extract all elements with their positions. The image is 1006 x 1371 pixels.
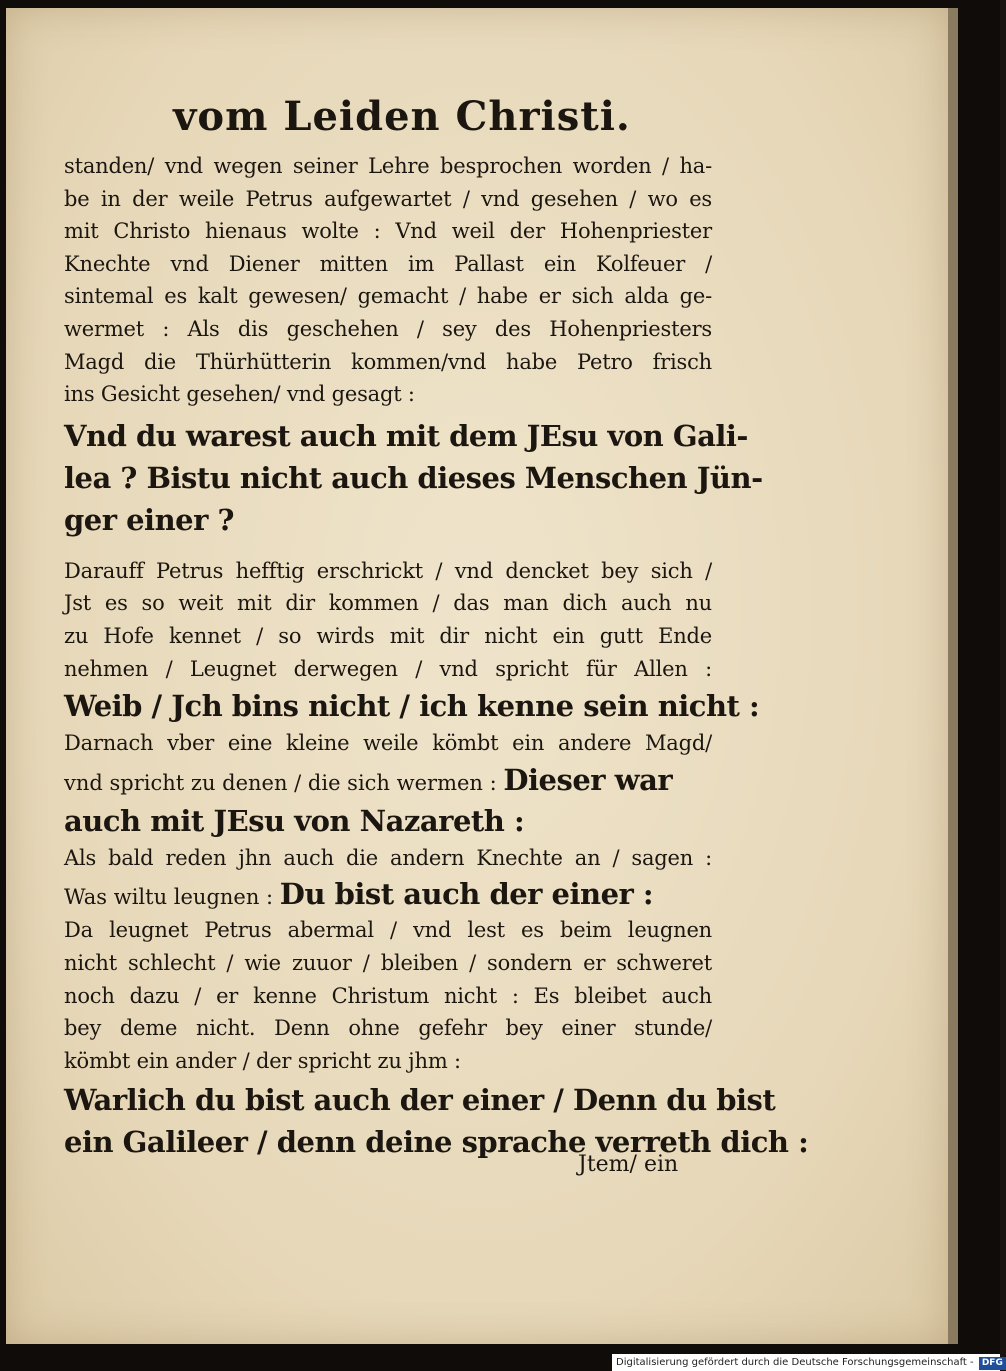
text-line: standen/ vnd wegen seiner Lehre besprochen worden / ha- <box>64 154 712 178</box>
mixed-line <box>64 760 712 800</box>
quote-line: lea ? Bistu nicht auch dieses Menschen Jün- <box>64 460 763 495</box>
text-line: Darauff Petrus hefftig erschrickt / vnd dencket bey sich / <box>64 558 712 583</box>
dfg-logo: DFG <box>979 1357 1006 1370</box>
text-line: zu Hofe kennet / so wirds mit dir nicht ein gutt Ende <box>64 623 712 648</box>
quote-line: Warlich du bist auch der einer / Denn du bist <box>64 1083 776 1118</box>
text-line: mit Christo hienaus wolte : Vnd weil der Hohenpriester <box>64 219 712 244</box>
page-edge <box>948 8 958 1344</box>
catchword: Jtem/ ein <box>578 1152 679 1177</box>
text-span: Was wiltu leugnen : <box>64 885 280 910</box>
text-line: ins Gesicht gesehen/ vnd gesagt : <box>64 382 415 407</box>
footer-credit <box>612 1354 1003 1371</box>
text-line: Als bald reden jhn auch die andern Knechte an / sagen : <box>64 845 712 870</box>
text-line: sintemal es kalt gewesen/ gemacht / habe er sich alda ge- <box>64 284 712 309</box>
text-line: bey deme nicht. Denn ohne gefehr bey einer stunde/ <box>64 1016 712 1041</box>
quote-line: Weib / Jch bins nicht / ich kenne sein nicht : <box>64 689 760 724</box>
quote-line: Vnd du warest auch mit dem JEsu von Gali- <box>64 418 748 453</box>
mixed-line <box>64 874 712 914</box>
text-line: Knechte vnd Diener mitten im Pallast ein Kolfeuer / <box>64 251 712 276</box>
text-line: nicht schlecht / wie zuuor / bleiben / sondern er schweret <box>64 950 712 975</box>
quote-span: Dieser war <box>503 762 673 797</box>
text-line: noch dazu / er kenne Christum nicht : Es bleibet auch <box>64 983 712 1008</box>
text-span: vnd spricht zu denen / die sich wermen : <box>64 770 504 795</box>
page-text <box>64 84 809 1163</box>
quote-line: ein Galileer / denn deine sprache verreth dich : <box>64 1125 809 1160</box>
text-line: Jst es so weit mit dir kommen / das man dich auch nu <box>64 591 712 616</box>
footer-text: Digitalisierung gefördert durch die Deutsche Forschungsgemeinschaft - <box>616 1357 974 1368</box>
spacer <box>64 541 712 555</box>
page-header: vom Leiden Christi. <box>173 93 631 140</box>
text-line: nehmen / Leugnet derwegen / vnd spricht für Allen : <box>64 656 712 681</box>
quote-span: Du bist auch der einer : <box>279 877 654 912</box>
text-line: kömbt ein ander / der spricht zu jhm : <box>64 1048 461 1073</box>
text-line: Magd die Thürhütterin kommen/vnd habe Petro frisch <box>64 349 712 374</box>
text-line: Da leugnet Petrus abermal / vnd lest es beim leugnen <box>64 918 712 943</box>
quote-line: auch mit JEsu von Nazareth : <box>64 803 525 838</box>
quote-line: ger einer ? <box>64 502 234 537</box>
text-line: wermet : Als dis geschehen / sey des Hohenpriesters <box>64 316 712 341</box>
text-line: Darnach vber eine kleine weile kömbt ein andere Magd/ <box>64 731 712 756</box>
text-line: be in der weile Petrus aufgewartet / vnd gesehen / wo es <box>64 186 712 211</box>
